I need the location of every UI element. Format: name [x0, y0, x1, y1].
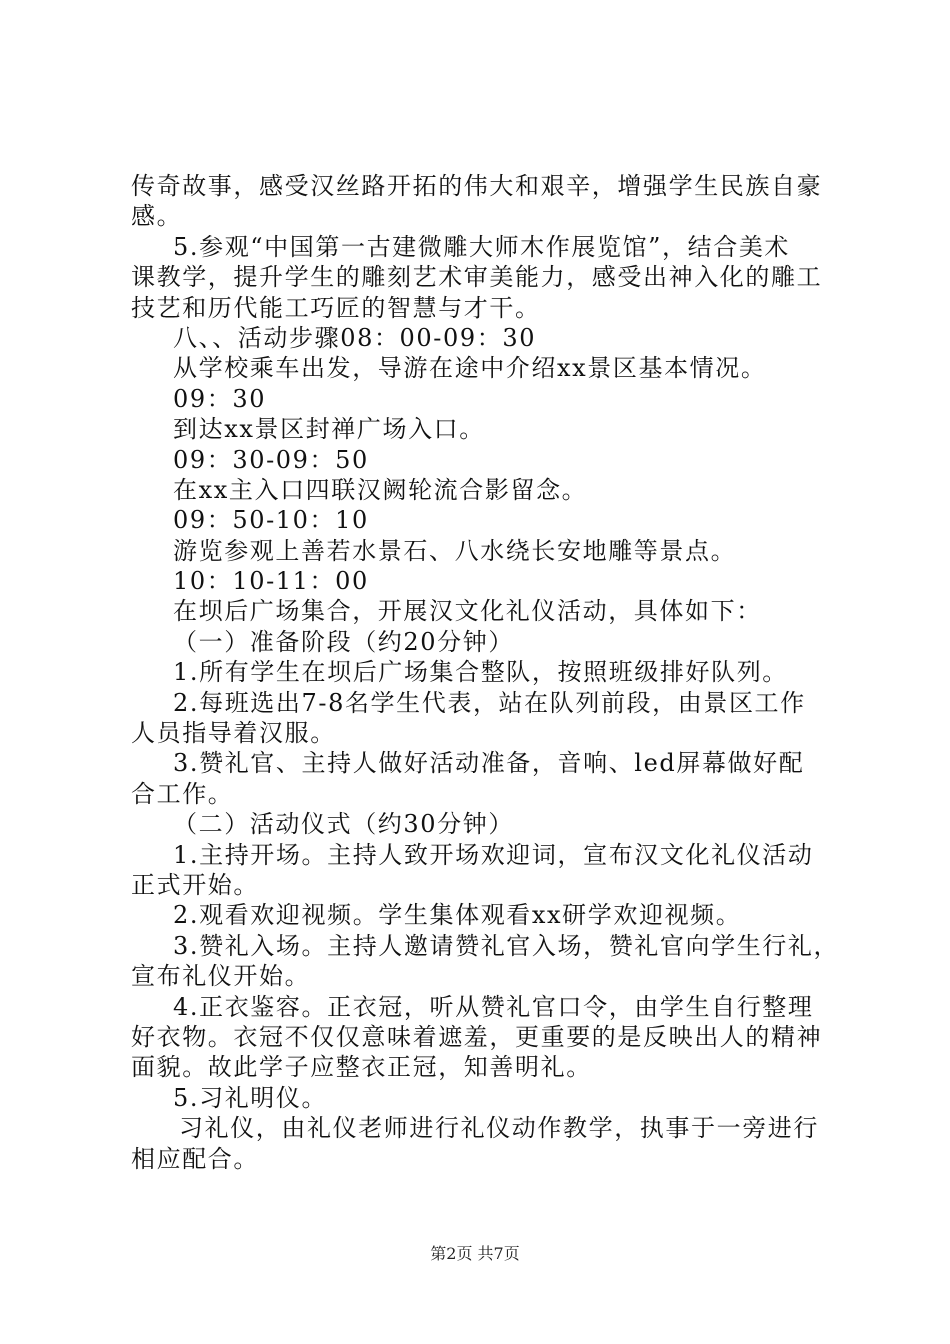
text-line: 09：30: [173, 384, 267, 413]
text-line: 2.观看欢迎视频。学生集体观看xx研学欢迎视频。: [173, 901, 742, 930]
text-line: 八、、活动步骤08：00-09：30: [173, 323, 537, 352]
text-line: 3.赞礼入场。主持人邀请赞礼官入场，赞礼官向学生行礼，: [173, 931, 840, 960]
text-line: 好衣物。衣冠不仅仅意味着遮羞，更重要的是反映出人的精神: [131, 1022, 823, 1051]
document-body: [131, 171, 840, 1174]
text-line: 2.每班选出7-8名学生代表，站在队列前段，由景区工作: [173, 688, 806, 717]
text-line: 5.参观“中国第一古建微雕大师木作展览馆”，结合美术: [173, 232, 791, 261]
text-line: 感。: [131, 202, 183, 231]
text-line: 4.正衣鉴容。正衣冠，听从赞礼官口令，由学生自行整理: [173, 992, 814, 1021]
text-line: 从学校乘车出发，导游在途中介绍xx景区基本情况。: [173, 354, 767, 383]
text-line: 面貌。故此学子应整衣正冠，知善明礼。: [131, 1053, 592, 1082]
text-line: 游览参观上善若水景石、八水绕长安地雕等景点。: [173, 536, 737, 565]
page-footer: 第2页 共7页: [430, 1244, 520, 1263]
text-line: 习礼仪，由礼仪老师进行礼仪动作教学，执事于一旁进行: [179, 1114, 819, 1143]
text-line: 到达xx景区封禅广场入口。: [173, 415, 485, 444]
text-line: 传奇故事，感受汉丝路开拓的伟大和艰辛，增强学生民族自豪: [131, 172, 823, 200]
text-line: 人员指导着汉服。: [131, 719, 336, 748]
text-line: 3.赞礼官、主持人做好活动准备，音响、led屏幕做好配: [173, 749, 805, 778]
text-line: 相应配合。: [131, 1144, 259, 1173]
text-line: 09：50-10：10: [173, 506, 369, 535]
text-line: 宣布礼仪开始。: [131, 962, 311, 991]
text-line: 10：10-11：00: [173, 567, 369, 596]
text-line: 1.主持开场。主持人致开场欢迎词，宣布汉文化礼仪活动: [173, 840, 814, 869]
text-line: 技艺和历代能工巧匠的智慧与才干。: [131, 293, 541, 322]
text-line: 在坝后广场集合，开展汉文化礼仪活动，具体如下：: [173, 597, 762, 626]
text-line: 在xx主入口四联汉阙轮流合影留念。: [173, 475, 588, 504]
text-line: 合工作。: [131, 779, 234, 808]
text-line: 课教学，提升学生的雕刻艺术审美能力，感受出神入化的雕工: [131, 263, 823, 292]
text-line: （二）活动仪式（约30分钟）: [173, 810, 514, 839]
text-line: （一）准备阶段（约20分钟）: [173, 627, 514, 656]
text-line: 1.所有学生在坝后广场集合整队，按照班级排好队列。: [173, 658, 788, 687]
text-line: 正式开始。: [131, 870, 259, 899]
text-line: 09：30-09：50: [173, 445, 369, 474]
text-line: 5.习礼明仪。: [173, 1083, 328, 1112]
